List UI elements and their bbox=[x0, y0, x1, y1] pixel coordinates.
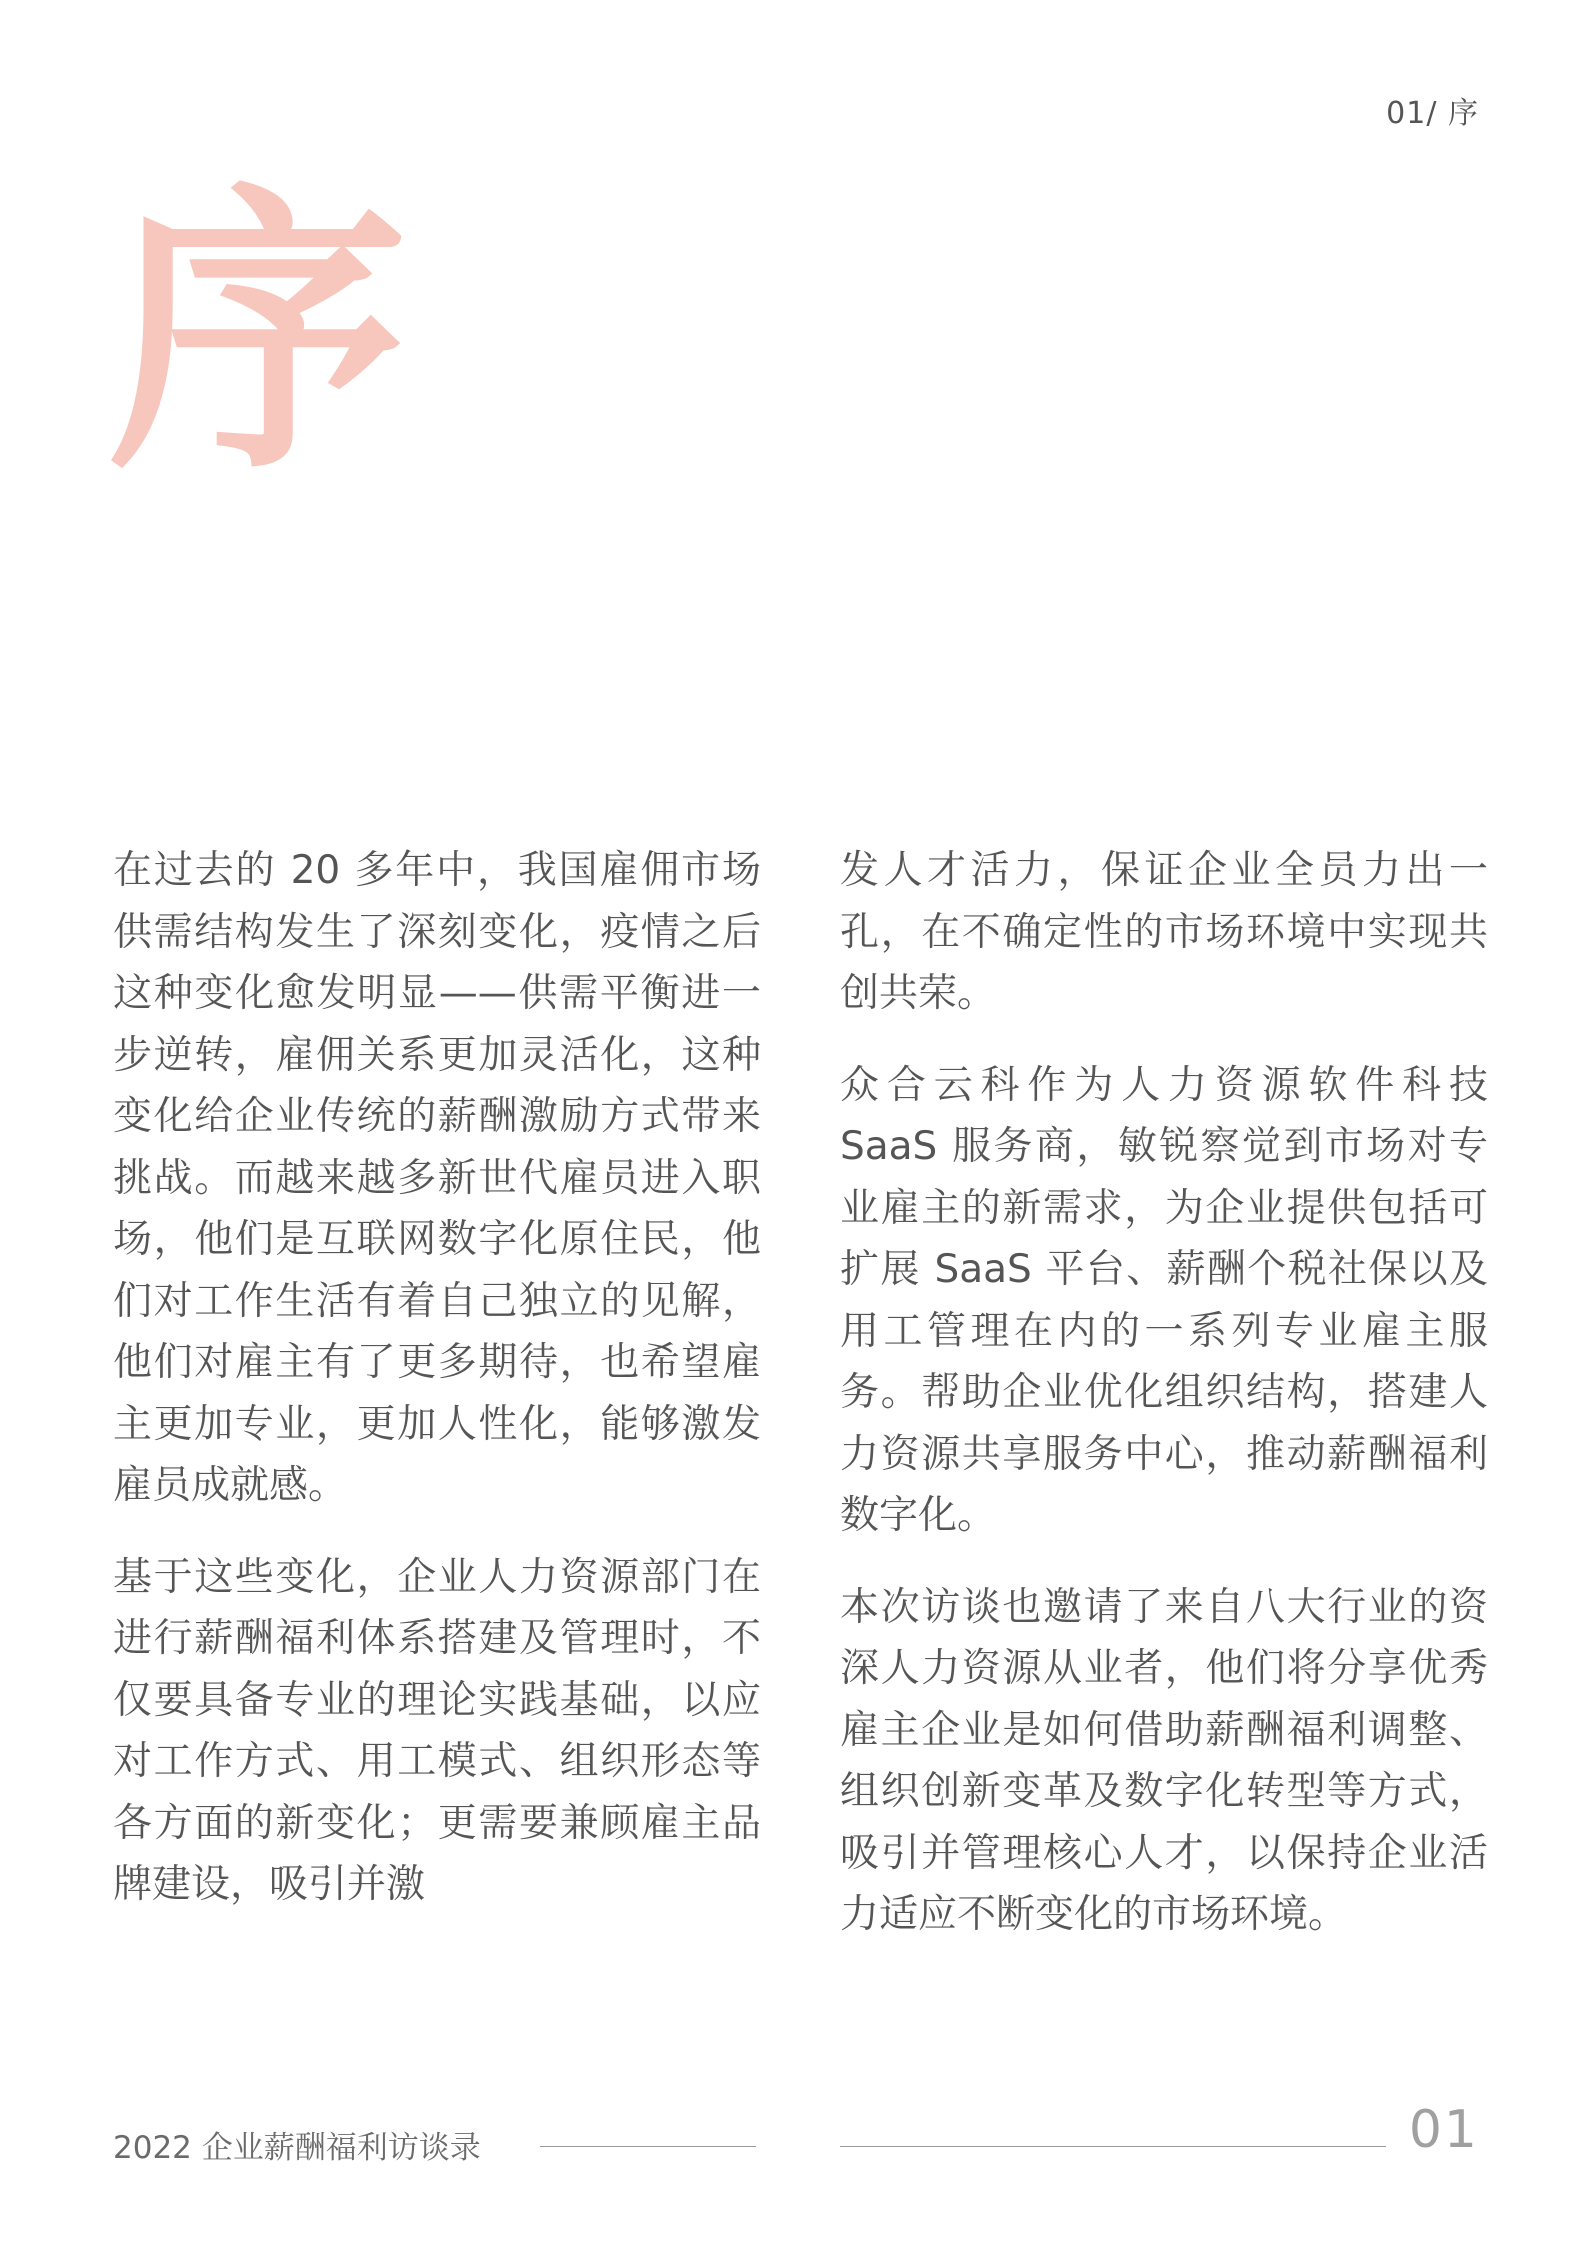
text-column-left bbox=[113, 840, 761, 1946]
page-title: 序 bbox=[108, 160, 408, 509]
paragraph: 众合云科作为人力资源软件科技 SaaS 服务商，敏锐察觉到市场对专业雇主的新需求，为企业提供包括可扩展 SaaS 平台、薪酬个税社保以及用工管理在内的一系列专业雇主服务。帮助企业优化组织结构，搭建人力资源共享服务中心，推动薪酬福利数字化。 bbox=[840, 1062, 1488, 1538]
footer-divider bbox=[840, 2146, 1386, 2147]
section-tag: 01/ 序 bbox=[1386, 96, 1479, 131]
paragraph: 基于这些变化，企业人力资源部门在进行薪酬福利体系搭建及管理时，不仅要具备专业的理论实践基础，以应对工作方式、用工模式、组织形态等各方面的新变化；更需要兼顾雇主品牌建设，吸引并激 bbox=[113, 1554, 761, 1907]
footer-divider bbox=[540, 2146, 756, 2147]
paragraph: 在过去的 20 多年中，我国雇佣市场供需结构发生了深刻变化，疫情之后这种变化愈发明显——供需平衡进一步逆转，雇佣关系更加灵活化，这种变化给企业传统的薪酬激励方式带来挑战。而越来越多新世代雇员进入职场，他们是互联网数字化原住民，他们对工作生活有着自己独立的见解，他们对雇主有了更多期待，也希望雇主更加专业，更加人性化，能够激发雇员成就感。 bbox=[113, 848, 761, 1508]
page-number: 01 bbox=[1408, 2100, 1479, 2160]
text-column-right bbox=[840, 840, 1488, 1976]
paragraph: 本次访谈也邀请了来自八大行业的资深人力资源从业者，他们将分享优秀雇主企业是如何借助薪酬福利调整、组织创新变革及数字化转型等方式，吸引并管理核心人才，以保持企业活力适应不断变化的市场环境。 bbox=[840, 1584, 1488, 1937]
paragraph: 发人才活力，保证企业全员力出一孔，在不确定性的市场环境中实现共创共荣。 bbox=[840, 848, 1488, 1016]
footer-title: 2022 企业薪酬福利访谈录 bbox=[113, 2130, 481, 2166]
